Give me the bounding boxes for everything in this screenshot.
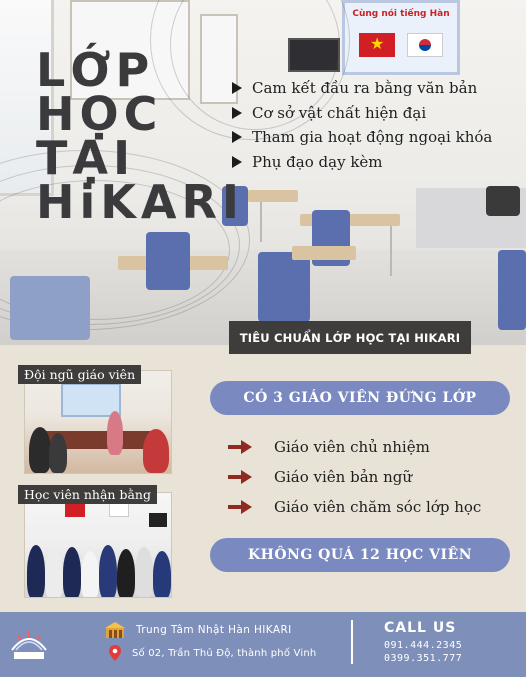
benefit-item bbox=[232, 76, 492, 101]
poster-title bbox=[36, 43, 245, 229]
person bbox=[49, 433, 67, 473]
teacher-chair bbox=[486, 186, 520, 216]
address-text: Số 02, Trần Thủ Độ, thành phố Vinh bbox=[132, 647, 317, 659]
teachers-headline: CÓ 3 GIÁO VIÊN ĐỨNG LỚP bbox=[210, 381, 510, 415]
school-row bbox=[104, 621, 292, 639]
play-triangle-icon bbox=[232, 107, 242, 119]
person bbox=[29, 427, 51, 473]
teacher-roles-list bbox=[228, 432, 481, 522]
phone-number[interactable]: 0399.351.777 bbox=[384, 653, 463, 664]
korea-flag-icon bbox=[407, 33, 443, 57]
person bbox=[27, 545, 45, 598]
title-line: HỌC bbox=[36, 87, 163, 141]
call-us-heading: CALL US bbox=[384, 620, 457, 636]
school-building-icon bbox=[104, 621, 126, 639]
arrow-right-icon bbox=[228, 470, 252, 484]
tv-screen bbox=[149, 513, 167, 527]
teachers-photo bbox=[24, 370, 172, 474]
title-line: LỚP bbox=[36, 43, 155, 97]
japan-flag-icon bbox=[109, 503, 129, 517]
vietnam-flag-icon bbox=[359, 33, 395, 57]
chair bbox=[258, 252, 310, 322]
person bbox=[143, 429, 169, 473]
arrow-right-icon bbox=[228, 500, 252, 514]
person bbox=[99, 545, 117, 598]
chair bbox=[146, 232, 190, 290]
play-triangle-icon bbox=[232, 82, 242, 94]
chair bbox=[498, 250, 526, 330]
arrow-right-icon bbox=[228, 440, 252, 454]
title-line: HiKARI bbox=[36, 175, 245, 229]
benefit-text: Tham gia hoạt động ngoại khóa bbox=[252, 128, 493, 147]
benefit-item bbox=[232, 125, 492, 150]
footer-divider bbox=[351, 620, 353, 664]
role-item bbox=[228, 432, 481, 462]
person bbox=[81, 551, 99, 598]
title-line: TẠI bbox=[36, 131, 136, 185]
play-triangle-icon bbox=[232, 131, 242, 143]
benefit-item bbox=[232, 150, 492, 175]
person bbox=[135, 547, 153, 598]
person bbox=[153, 551, 171, 598]
students-photo bbox=[24, 492, 172, 598]
board-caption: Cùng nói tiếng Hàn bbox=[352, 9, 450, 19]
class-size-headline: KHÔNG QUÁ 12 HỌC VIÊN bbox=[210, 538, 510, 572]
flag-board bbox=[342, 0, 460, 75]
chair bbox=[10, 276, 90, 340]
location-pin-icon bbox=[108, 644, 122, 662]
hikari-logo-icon bbox=[8, 624, 50, 664]
person bbox=[63, 547, 81, 598]
desk-leg bbox=[390, 226, 392, 276]
benefit-text: Cam kết đầu ra bằng văn bản bbox=[252, 79, 478, 98]
person bbox=[117, 549, 135, 598]
school-name: Trung Tâm Nhật Hàn HIKARI bbox=[136, 624, 292, 636]
play-triangle-icon bbox=[232, 156, 242, 168]
desk bbox=[248, 190, 298, 202]
role-text: Giáo viên bản ngữ bbox=[274, 468, 412, 486]
role-item bbox=[228, 492, 481, 522]
desk bbox=[292, 246, 356, 260]
teachers-label: Đội ngũ giáo viên bbox=[18, 365, 141, 384]
benefit-text: Phụ đạo dạy kèm bbox=[252, 152, 383, 171]
role-text: Giáo viên chăm sóc lớp học bbox=[274, 498, 482, 516]
footer bbox=[0, 612, 526, 677]
desk-leg bbox=[260, 202, 262, 242]
students-label: Học viên nhận bằng bbox=[18, 485, 157, 504]
role-item bbox=[228, 462, 481, 492]
phone-number[interactable]: 091.444.2345 bbox=[384, 640, 463, 651]
role-text: Giáo viên chủ nhiệm bbox=[274, 438, 430, 456]
benefit-item bbox=[232, 101, 492, 126]
vietnam-flag-icon bbox=[65, 503, 85, 517]
address-row bbox=[108, 644, 316, 662]
standard-banner: TIÊU CHUẨN LỚP HỌC TẠI HIKARI bbox=[229, 321, 471, 354]
benefits-list bbox=[232, 76, 492, 174]
benefit-text: Cơ sở vật chất hiện đại bbox=[252, 103, 427, 122]
person bbox=[107, 411, 123, 455]
person bbox=[45, 549, 63, 598]
